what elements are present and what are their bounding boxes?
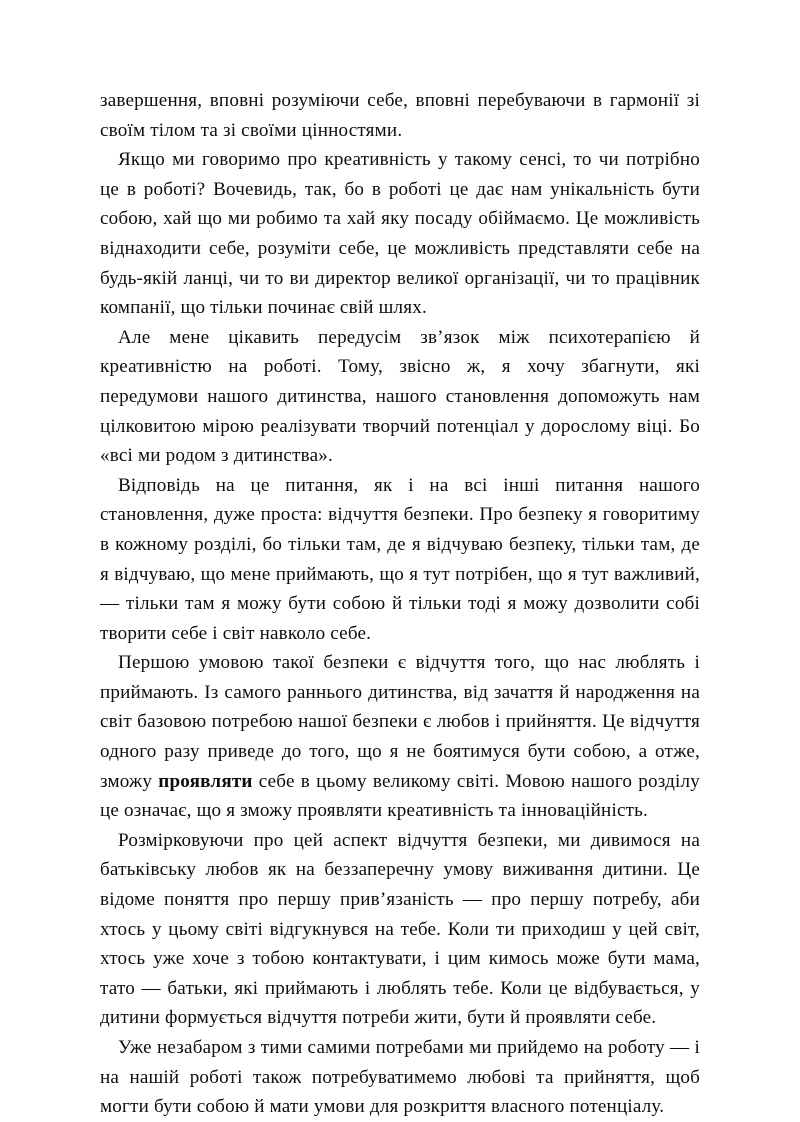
body-text-column: [100, 86, 700, 1122]
paragraph-first-condition-love: Першою умовою такої безпеки є відчуття того, що нас люблять і приймають. Із самого раннього дитинства, від зачаття й народження на світ базовою потребою нашої безпеки є любов і прийняття. Це відчуття одного разу приведе до того, що я не боятимуся бути собою, а отже, зможу проявляти себе в цьому великому світі. Мовою нашого розділу це означає, що я зможу проявляти креативність та інноваційність.: [100, 652, 700, 822]
paragraph-psychotherapy-link: Але мене цікавить передусім зв’язок між психотерапією й креативністю на роботі. Тому, звісно ж, я хочу збагнути, які передумови нашого дитинства, нашого становлення допоможуть нам цілковитою мірою реалізувати творчий потенціал у дорослому віці. Бо «всі ми родом з дитинства».: [100, 326, 700, 467]
paragraph-continuation: завершення, вповні розуміючи себе, вповні перебуваючи в гармонії зі своїм тілом та зі своїми цінностями.: [100, 90, 700, 141]
emphasized-word: проявляти: [158, 770, 253, 792]
paragraph-sense-of-safety: Відповідь на це питання, як і на всі інші питання нашого становлення, дуже проста: відчуття безпеки. Про безпеку я говоритиму в кожному розділі, бо тільки там, де я відчуваю безпеку, тільки там, де я відчуваю, що мене приймають, що я тут потрібен, що я тут важливий, — тільки там я можу бути собою й тільки тоді я можу дозволити собі творити себе і світ навколо себе.: [100, 474, 700, 644]
paragraph-parental-love-attachment: Розмірковуючи про цей аспект відчуття безпеки, ми дивимося на батьківську любов як на беззаперечну умову виживання дитини. Це відоме поняття про першу прив’язаність — про першу потребу, аби хтось у цьому світі відгукнувся на тебе. Коли ти приходиш у цей світ, хтось уже хоче з тобою контактувати, і цим кимось може бути мама, тато — батьки, які приймають і люблять тебе. Коли це відбувається, у дитини формується відчуття потреби жити, бути й проявляти себе.: [100, 829, 700, 1029]
paragraph-needs-at-work: Уже незабаром з тими самими потребами ми прийдемо на роботу — і на нашій роботі також потребуватимемо любові та прийняття, щоб могти бути собою й мати умови для розкриття власного потенціалу.: [100, 1037, 700, 1118]
paragraph-creativity-at-work: Якщо ми говоримо про креативність у такому сенсі, то чи потрібно це в роботі? Вочевидь, так, бо в роботі це дає нам унікальність бути собою, хай що ми робимо та хай яку посаду обіймаємо. Це можливість віднаходити себе, розуміти себе, це можливість представляти себе на будь-якій ланці, чи то ви директор великої організації, чи то працівник компанії, що тільки починає свій шлях.: [100, 149, 700, 319]
